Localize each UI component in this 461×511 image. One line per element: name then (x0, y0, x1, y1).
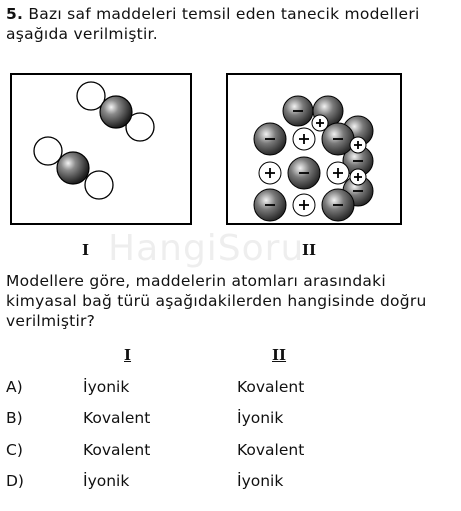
option-c[interactable] (0, 440, 461, 460)
option-a[interactable] (0, 377, 461, 397)
option-d[interactable] (0, 471, 461, 491)
question-prompt: Modellere göre, maddelerin atomları arasındaki kimyasal bağ türü aşağıdakilerden hangisinde doğru verilmiştir? (6, 272, 427, 330)
option-col2: Kovalent (237, 378, 305, 396)
option-letter: B) (6, 409, 23, 427)
column-header-2: II (272, 346, 287, 364)
model-2-label: II (302, 241, 317, 259)
option-col1: İyonik (83, 378, 130, 396)
model-1-frame (10, 73, 192, 225)
option-col2: İyonik (237, 409, 284, 427)
option-col2: İyonik (237, 472, 284, 490)
diatomic-molecule-icon (12, 75, 190, 223)
model-1-label: I (82, 241, 90, 259)
watermark: HangiSoru (108, 228, 305, 269)
option-col1: Kovalent (83, 441, 151, 459)
option-col1: Kovalent (83, 409, 151, 427)
ionic-lattice-icon (228, 75, 400, 223)
option-b[interactable] (0, 408, 461, 428)
stem-text: Bazı saf maddeleri temsil eden tanecik modelleri aşağıda verilmiştir. (6, 5, 420, 43)
column-header-1: I (124, 346, 132, 364)
option-letter: D) (6, 472, 24, 490)
model-2-frame (226, 73, 402, 225)
option-letter: A) (6, 378, 23, 396)
option-letter: C) (6, 441, 23, 459)
question-number: 5. (6, 5, 24, 23)
option-col1: İyonik (83, 472, 130, 490)
question-stem (6, 4, 458, 44)
option-col2: Kovalent (237, 441, 305, 459)
